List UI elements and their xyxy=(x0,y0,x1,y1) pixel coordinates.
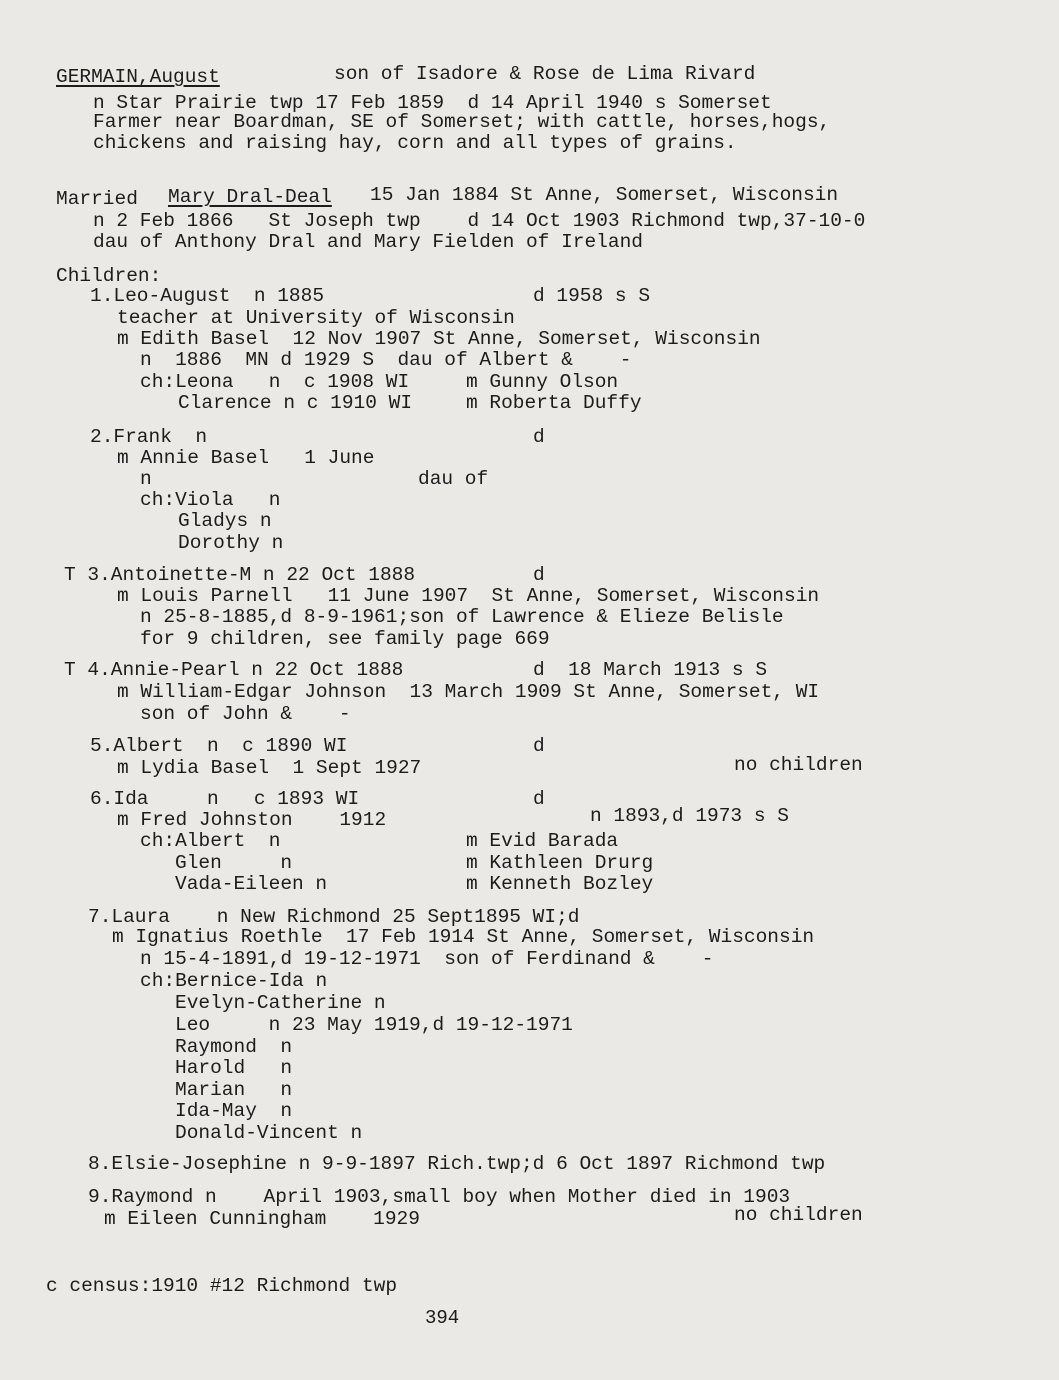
text-line: m Roberta Duffy xyxy=(466,392,642,414)
marriage-details: 15 Jan 1884 St Anne, Somerset, Wisconsin xyxy=(370,184,839,206)
text-line: m Kenneth Bozley xyxy=(466,873,654,895)
text-line: d xyxy=(533,564,545,586)
text-line: d 18 March 1913 s S xyxy=(533,659,768,681)
text-line: Donald-Vincent n xyxy=(175,1122,363,1144)
text-line: Leo n 23 May 1919,d 19-12-1971 xyxy=(175,1014,573,1036)
subject-occupation-line-2: chickens and raising hay, corn and all types of grains. xyxy=(93,132,737,154)
text-line: m Annie Basel 1 June xyxy=(117,447,375,469)
text-line: Evelyn-Catherine n xyxy=(175,992,386,1014)
text-line: m Lydia Basel 1 Sept 1927 xyxy=(117,757,422,779)
text-line: Vada-Eileen n xyxy=(175,873,328,895)
text-line: Clarence n c 1910 WI xyxy=(178,392,413,414)
subject-name: GERMAIN,August xyxy=(56,66,220,88)
text-line: 2.Frank n xyxy=(90,426,208,448)
text-line: n 25-8-1885,d 8-9-1961;son of Lawrence & Elieze Belisle xyxy=(140,606,784,628)
text-line: 8.Elsie-Josephine n 9-9-1897 Rich.twp;d 6 Oct 1897 Richmond twp xyxy=(88,1153,826,1175)
marriage-prefix: Married xyxy=(56,188,138,210)
text-line: n 1886 MN d 1929 S dau of Albert & - xyxy=(140,349,632,371)
text-line: m Evid Barada xyxy=(466,830,619,852)
text-line: son of John & - xyxy=(140,703,351,725)
text-line: for 9 children, see family page 669 xyxy=(140,628,550,650)
census-note: c census:1910 #12 Richmond twp xyxy=(46,1275,398,1297)
text-line: Marian n xyxy=(175,1079,293,1101)
text-line: teacher at University of Wisconsin xyxy=(117,307,515,329)
text-line: m Fred Johnston 1912 xyxy=(117,809,387,831)
text-line: ch:Bernice-Ida n xyxy=(140,970,328,992)
text-line: T 4.Annie-Pearl n 22 Oct 1888 xyxy=(64,659,404,681)
text-line: m Ignatius Roethle 17 Feb 1914 St Anne, Somerset, Wisconsin xyxy=(112,926,815,948)
text-line: dau of xyxy=(418,468,489,490)
text-line: Glen n xyxy=(175,852,293,874)
text-line: no children xyxy=(734,754,863,776)
subject-birth-death: n Star Prairie twp 17 Feb 1859 d 14 April 1940 s Somerset xyxy=(93,92,772,114)
spouse-birth-death: n 2 Feb 1866 St Joseph twp d 14 Oct 1903 Richmond twp,37-10-0 xyxy=(93,210,866,232)
text-line: ch:Viola n xyxy=(140,489,281,511)
text-line: m Eileen Cunningham 1929 xyxy=(104,1208,420,1230)
text-line: Dorothy n xyxy=(178,532,284,554)
text-line: Gladys n xyxy=(178,510,272,532)
text-line: 9.Raymond n April 1903,small boy when Mother died in 1903 xyxy=(88,1186,791,1208)
text-line: d xyxy=(533,426,545,448)
text-line: d xyxy=(533,788,545,810)
text-line: d 1958 s S xyxy=(533,285,651,307)
text-line: d xyxy=(533,735,545,757)
page-number: 394 xyxy=(425,1307,460,1329)
text-line: T 3.Antoinette-M n 22 Oct 1888 xyxy=(64,564,416,586)
text-line: 5.Albert n c 1890 WI xyxy=(90,735,348,757)
text-line: m Edith Basel 12 Nov 1907 St Anne, Somerset, Wisconsin xyxy=(117,328,761,350)
text-line: ch:Leona n c 1908 WI xyxy=(140,371,410,393)
text-line: m Kathleen Drurg xyxy=(466,852,654,874)
text-line: ch:Albert n xyxy=(140,830,281,852)
text-line: 7.Laura n New Richmond 25 Sept1895 WI;d xyxy=(88,906,580,928)
text-line: Raymond n xyxy=(175,1036,293,1058)
text-line: no children xyxy=(734,1204,863,1226)
text-line: m Gunny Olson xyxy=(466,371,619,393)
text-line: 6.Ida n c 1893 WI xyxy=(90,788,360,810)
text-line: Harold n xyxy=(175,1057,293,1079)
spouse-parents: dau of Anthony Dral and Mary Fielden of Ireland xyxy=(93,231,643,253)
text-line: n 1893,d 1973 s S xyxy=(590,805,789,827)
subject-parents: son of Isadore & Rose de Lima Rivard xyxy=(334,63,756,85)
text-line: n xyxy=(140,468,152,490)
text-line: n 15-4-1891,d 19-12-1971 son of Ferdinand & - xyxy=(140,948,714,970)
text-line: m William-Edgar Johnson 13 March 1909 St Anne, Somerset, WI xyxy=(117,681,820,703)
subject-occupation-line-1: Farmer near Boardman, SE of Somerset; with cattle, horses,hogs, xyxy=(93,111,831,133)
text-line: 1.Leo-August n 1885 xyxy=(90,285,325,307)
text-line: m Louis Parnell 11 June 1907 St Anne, Somerset, Wisconsin xyxy=(117,585,820,607)
children-heading: Children: xyxy=(56,265,162,287)
spouse-name: Mary Dral-Deal xyxy=(168,186,332,208)
text-line: Ida-May n xyxy=(175,1100,293,1122)
